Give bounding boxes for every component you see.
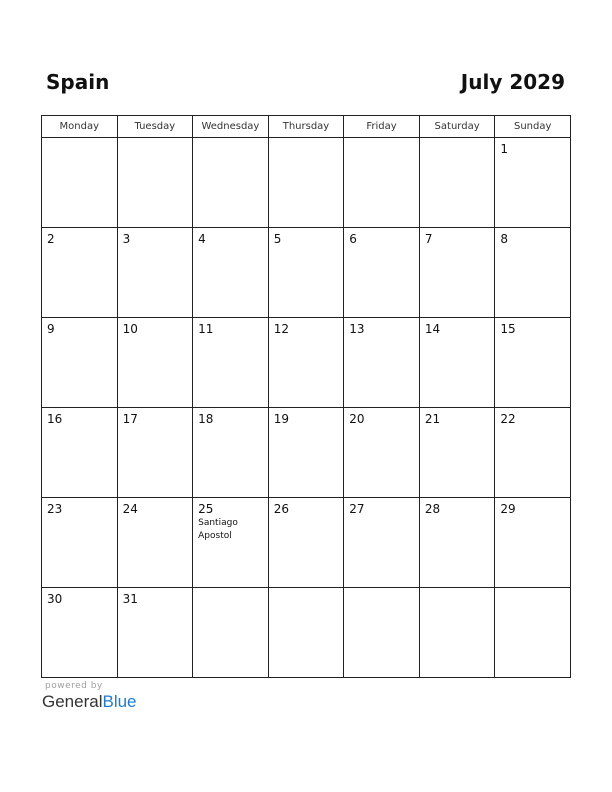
brand-blue-text: Blue [102, 692, 137, 711]
day-cell [344, 408, 420, 498]
day-cell [268, 588, 344, 678]
day-number: 24 [122, 502, 138, 516]
powered-by-text: powered by [45, 681, 103, 691]
day-number: 12 [273, 322, 289, 336]
day-cell [42, 498, 118, 588]
day-cell [42, 408, 118, 498]
day-cell [42, 588, 118, 678]
week-row [42, 588, 571, 678]
weekday-monday: Monday [42, 116, 118, 138]
day-number: 27 [349, 502, 365, 516]
day-cell [193, 138, 269, 228]
week-row [42, 318, 571, 408]
day-cell [344, 498, 420, 588]
day-cell [117, 138, 193, 228]
day-number: 28 [424, 502, 441, 516]
weekday-tuesday: Tuesday [117, 116, 193, 138]
day-number: 13 [349, 322, 365, 336]
day-cell [193, 408, 269, 498]
day-number: 17 [122, 412, 138, 426]
brand-general-text: General [42, 692, 103, 711]
calendar-body [42, 138, 571, 678]
day-cell [268, 408, 344, 498]
country-title: Spain [46, 70, 110, 94]
day-cell [495, 318, 571, 408]
weekday-thursday: Thursday [268, 116, 344, 138]
day-number: 15 [500, 322, 516, 336]
day-cell [419, 138, 495, 228]
day-cell [117, 498, 193, 588]
day-cell [42, 228, 118, 318]
day-cell [344, 138, 420, 228]
day-number: 20 [349, 412, 365, 426]
day-cell [193, 588, 269, 678]
day-number: 14 [424, 322, 441, 336]
day-cell [419, 228, 495, 318]
day-number: 31 [122, 592, 138, 606]
day-number: 29 [500, 502, 516, 516]
day-number: 10 [122, 322, 138, 336]
week-row [42, 138, 571, 228]
day-number: 6 [349, 232, 357, 246]
holiday-label: Santiago Apostol [198, 518, 238, 541]
weekday-sunday: Sunday [495, 116, 571, 138]
day-cell [344, 228, 420, 318]
day-cell [117, 588, 193, 678]
day-number: 23 [47, 502, 63, 516]
week-row [42, 228, 571, 318]
day-cell [193, 318, 269, 408]
day-cell [344, 318, 420, 408]
day-number: 18 [198, 412, 214, 426]
day-number: 4 [198, 232, 206, 246]
day-number: 16 [47, 412, 63, 426]
day-number: 3 [122, 232, 131, 246]
week-row [42, 408, 571, 498]
weekday-wednesday: Wednesday [193, 116, 269, 138]
weekday-header-row [42, 116, 571, 138]
day-number: 21 [424, 412, 441, 426]
day-cell [495, 228, 571, 318]
weekday-friday: Friday [344, 116, 420, 138]
day-cell [193, 228, 269, 318]
day-cell [117, 408, 193, 498]
day-cell [42, 138, 118, 228]
calendar-grid [41, 115, 571, 678]
calendar-header [41, 70, 571, 100]
day-cell [419, 588, 495, 678]
day-number: 5 [273, 232, 282, 246]
day-cell [42, 318, 118, 408]
day-number: 19 [273, 412, 289, 426]
day-cell [193, 498, 269, 588]
day-number: 9 [47, 322, 55, 336]
day-number: 11 [198, 322, 214, 336]
day-cell [117, 318, 193, 408]
day-cell [268, 498, 344, 588]
day-cell [268, 228, 344, 318]
day-number: 25 [198, 502, 214, 516]
day-cell [419, 318, 495, 408]
day-cell [268, 138, 344, 228]
day-number: 2 [47, 232, 55, 246]
day-number: 26 [273, 502, 289, 516]
branding [42, 681, 137, 712]
day-cell [495, 138, 571, 228]
day-cell [495, 408, 571, 498]
day-cell [495, 498, 571, 588]
day-number: 30 [47, 592, 63, 606]
weekday-saturday: Saturday [419, 116, 495, 138]
day-cell [495, 588, 571, 678]
day-number: 1 [500, 142, 509, 156]
day-number: 22 [500, 412, 516, 426]
day-number: 7 [424, 232, 433, 246]
week-row [42, 498, 571, 588]
day-cell [117, 228, 193, 318]
day-cell [268, 318, 344, 408]
month-title: July 2029 [460, 70, 565, 94]
day-cell [419, 408, 495, 498]
day-cell [344, 588, 420, 678]
day-cell [419, 498, 495, 588]
generalblue-logo [42, 692, 137, 712]
day-number: 8 [500, 232, 509, 246]
